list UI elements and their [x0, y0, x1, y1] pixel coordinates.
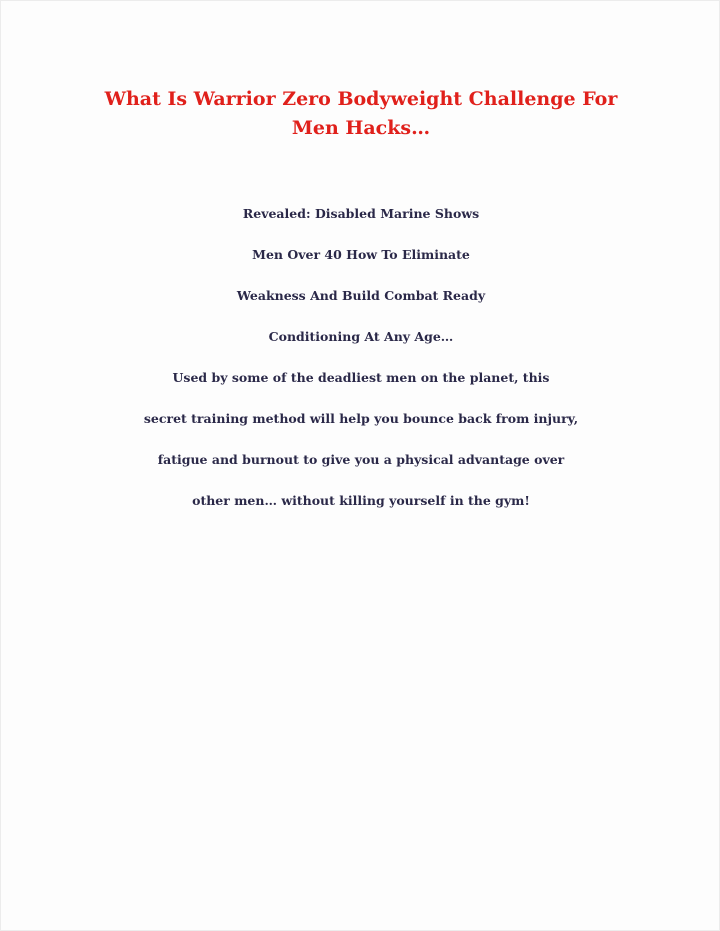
body-line: Revealed: Disabled Marine Shows [242, 206, 480, 221]
body-line: Men Over 40 How To Eliminate [252, 247, 470, 262]
body-text [1, 203, 720, 531]
page-title [61, 85, 661, 143]
body-line: secret training method will help you bounce back from injury, [143, 411, 579, 426]
body-line: Conditioning At Any Age… [268, 329, 454, 344]
body-line: other men… without killing yourself in the gym! [192, 493, 530, 508]
title-line: What Is Warrior Zero Bodyweight Challenge For [104, 88, 618, 110]
body-line: Used by some of the deadliest men on the planet, this [172, 370, 550, 385]
body-line: fatigue and burnout to give you a physical advantage over [157, 452, 565, 467]
title-line: Men Hacks… [291, 117, 431, 139]
body-line: Weakness And Build Combat Ready [236, 288, 486, 303]
